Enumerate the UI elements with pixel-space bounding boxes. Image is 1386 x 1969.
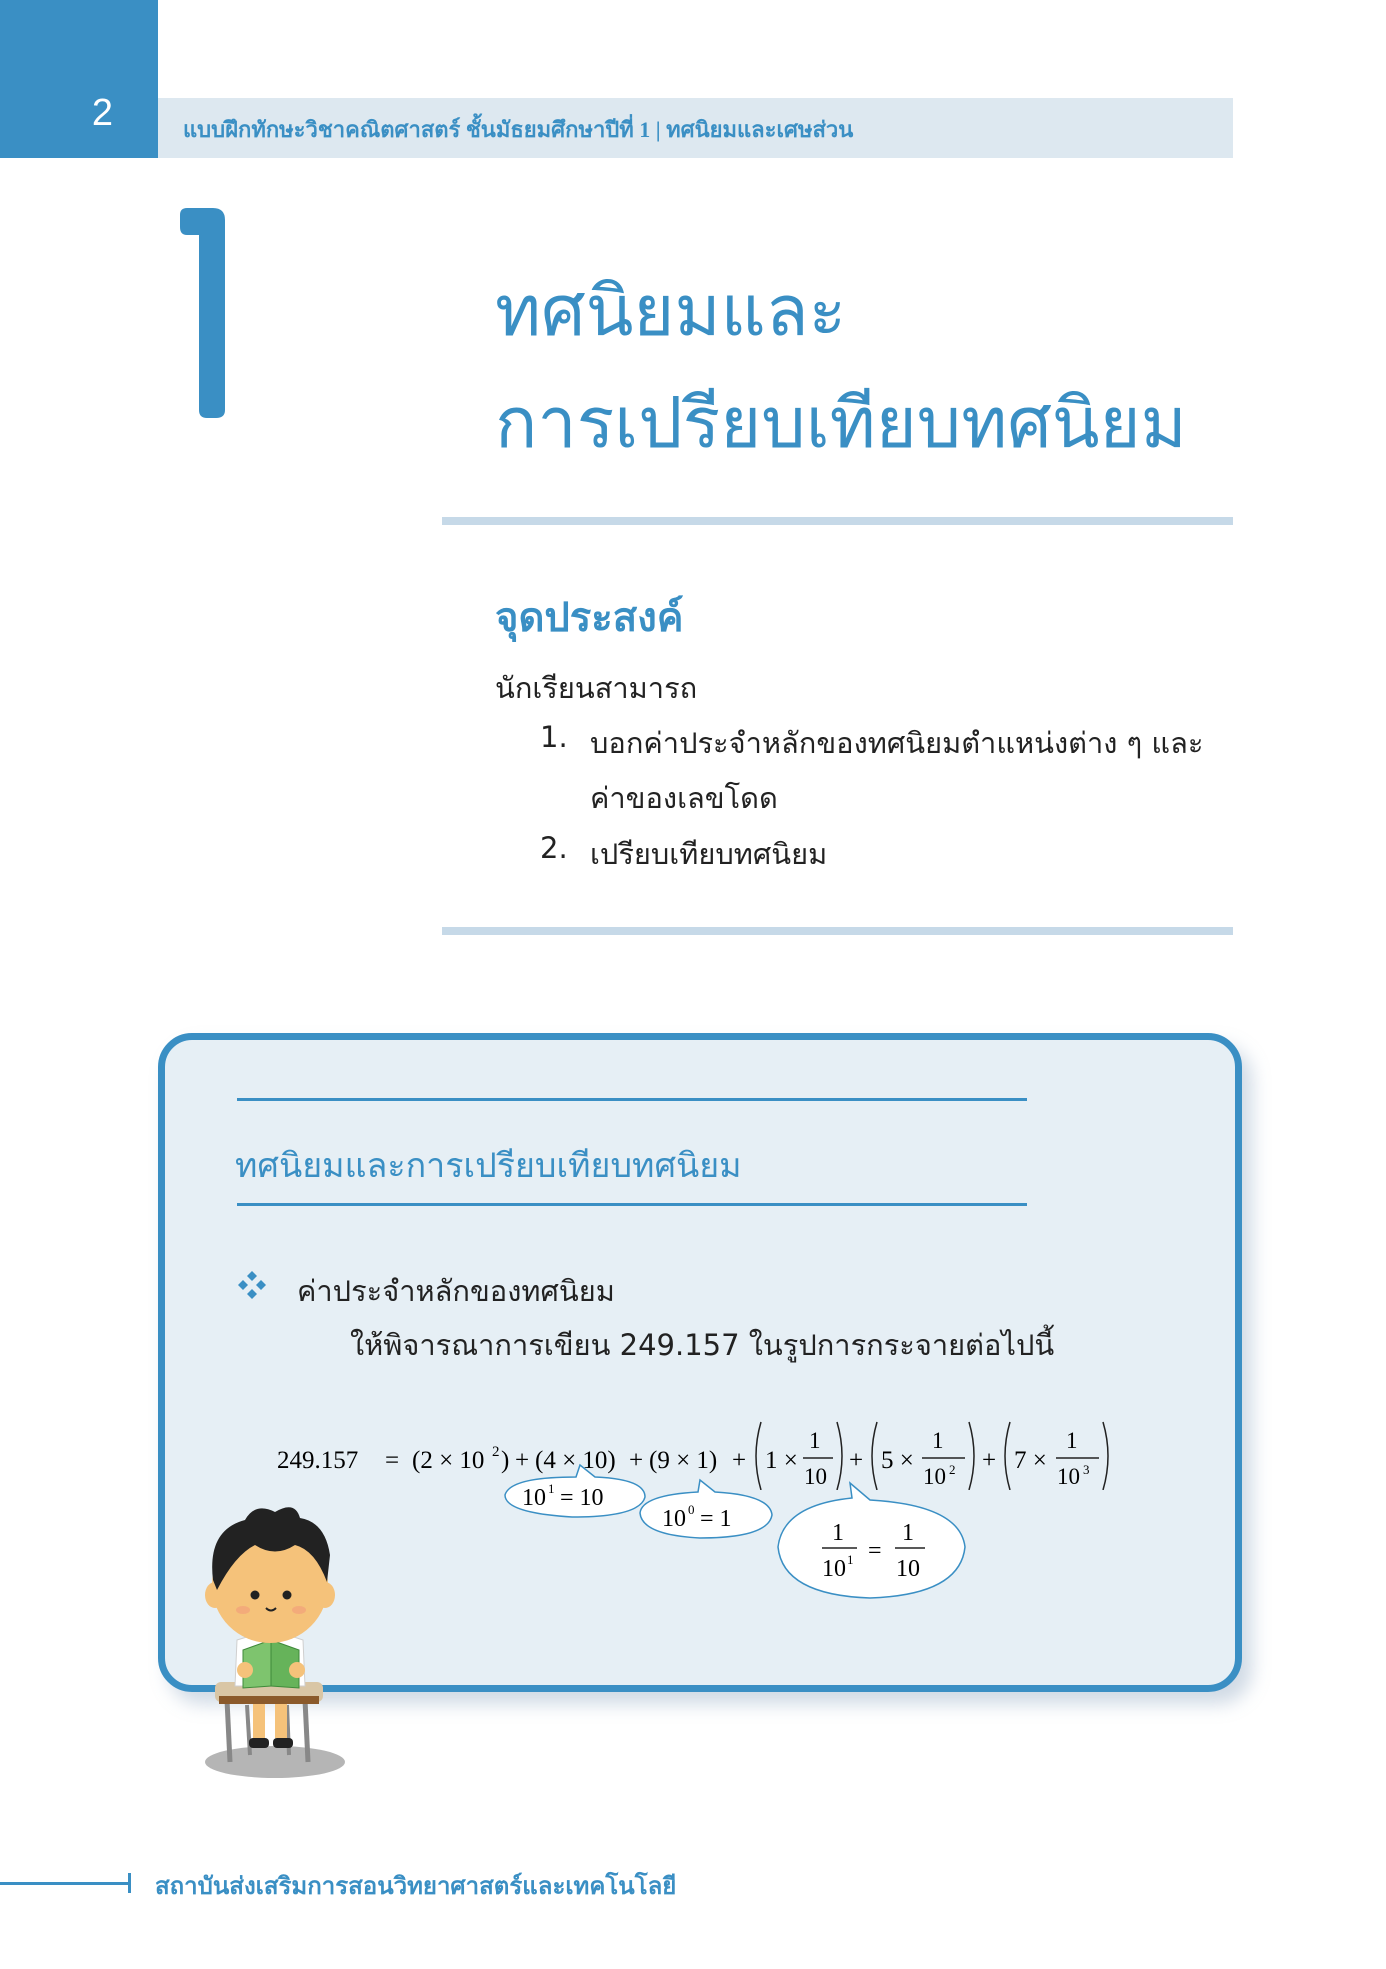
bubble-3-num1: 1 (832, 1520, 844, 1546)
objective-text-1a: บอกค่าประจำหลักของทศนิยมตำแหน่งต่าง ๆ และ (590, 726, 1204, 760)
footer-publisher: สถาบันส่งเสริมการสอนวิทยาศาสตร์และเทคโนโลยี (155, 1872, 677, 1900)
chapter-number (175, 205, 230, 420)
eq-term1: (2 × 10 (412, 1447, 485, 1474)
eq-term6-coef: 7 × (1014, 1447, 1047, 1474)
eq-term1-exp: 2 (492, 1444, 500, 1460)
eq-plus-4: + (849, 1447, 864, 1474)
bubble-3-num2: 1 (902, 1520, 914, 1546)
eq-term6-num: 1 (1066, 1428, 1078, 1453)
diamond-cluster-icon (237, 1270, 267, 1300)
instruction-text: ให้พิจารณาการเขียน 249.157 ในรูปการกระจายต่อไปนี้ (350, 1328, 1055, 1362)
eq-equals: = (385, 1447, 400, 1474)
top-rule (442, 517, 1233, 525)
objectives-intro: นักเรียนสามารถ (495, 671, 698, 705)
eq-term4-coef: 1 × (765, 1447, 798, 1474)
chapter-title-line1: ทศนิยมและ (495, 270, 847, 352)
eq-term2: (4 × 10) (535, 1447, 616, 1474)
bubble-3-den2: 10 (896, 1556, 920, 1582)
eq-term4-den: 10 (804, 1464, 827, 1489)
objectives-heading: จุดประสงค์ (495, 595, 684, 641)
eq-term6-den: 10 (1057, 1464, 1080, 1489)
eq-term5-coef: 5 × (881, 1447, 914, 1474)
box-heading-rule-bottom (237, 1203, 1027, 1206)
speech-bubbles (500, 1455, 970, 1615)
bubble-3-eq: = (868, 1538, 882, 1564)
student-reading-illustration (175, 1500, 355, 1790)
eq-term4-num: 1 (809, 1428, 821, 1453)
eq-term5-num: 1 (932, 1428, 944, 1453)
bubble-1-rest: = 10 (560, 1485, 604, 1511)
eq-term6-exp: 3 (1083, 1462, 1090, 1477)
bubble-1-base: 10 (522, 1485, 546, 1511)
box-heading: ทศนิยมและการเปรียบเทียบทศนิยม (235, 1146, 742, 1186)
box-heading-rule-top (237, 1098, 1027, 1101)
eq-lhs: 249.157 (277, 1447, 359, 1474)
chapter-title (495, 255, 1187, 479)
eq-plus-3: + (732, 1447, 747, 1474)
eq-term1-close: ) (501, 1447, 510, 1474)
bubble-2-exp: 0 (688, 1502, 695, 1517)
running-header-title: แบบฝึกทักษะวิชาคณิตศาสตร์ ชั้นมัธยมศึกษาปีที่ 1 | ทศนิยมและเศษส่วน (183, 117, 854, 142)
bubble-2-base: 10 (662, 1506, 686, 1532)
footer-tick (128, 1873, 131, 1893)
eq-term5-exp: 2 (949, 1462, 956, 1477)
objective-text-1b: ค่าของเลขโดด (590, 781, 778, 815)
chapter-title-line2: การเปรียบเทียบทศนิยม (495, 382, 1187, 464)
objective-number-1: 1. (540, 720, 568, 754)
objective-number-2: 2. (540, 831, 568, 865)
bullet-text: ค่าประจำหลักของทศนิยม (297, 1274, 615, 1308)
eq-plus-2: + (629, 1447, 644, 1474)
eq-plus-1: + (515, 1447, 530, 1474)
eq-term3: (9 × 1) (649, 1447, 718, 1474)
footer-rule (0, 1882, 128, 1885)
objective-text-2: เปรียบเทียบทศนิยม (590, 837, 828, 871)
page-number: 2 (91, 92, 114, 134)
eq-plus-5: + (982, 1447, 997, 1474)
bubble-3-den1: 10 (822, 1556, 846, 1582)
bubble-1-exp: 1 (548, 1481, 555, 1496)
bottom-rule (442, 927, 1233, 935)
eq-term5-den: 10 (923, 1464, 946, 1489)
bubble-3-exp: 1 (847, 1552, 854, 1567)
bubble-2-rest: = 1 (700, 1506, 732, 1532)
